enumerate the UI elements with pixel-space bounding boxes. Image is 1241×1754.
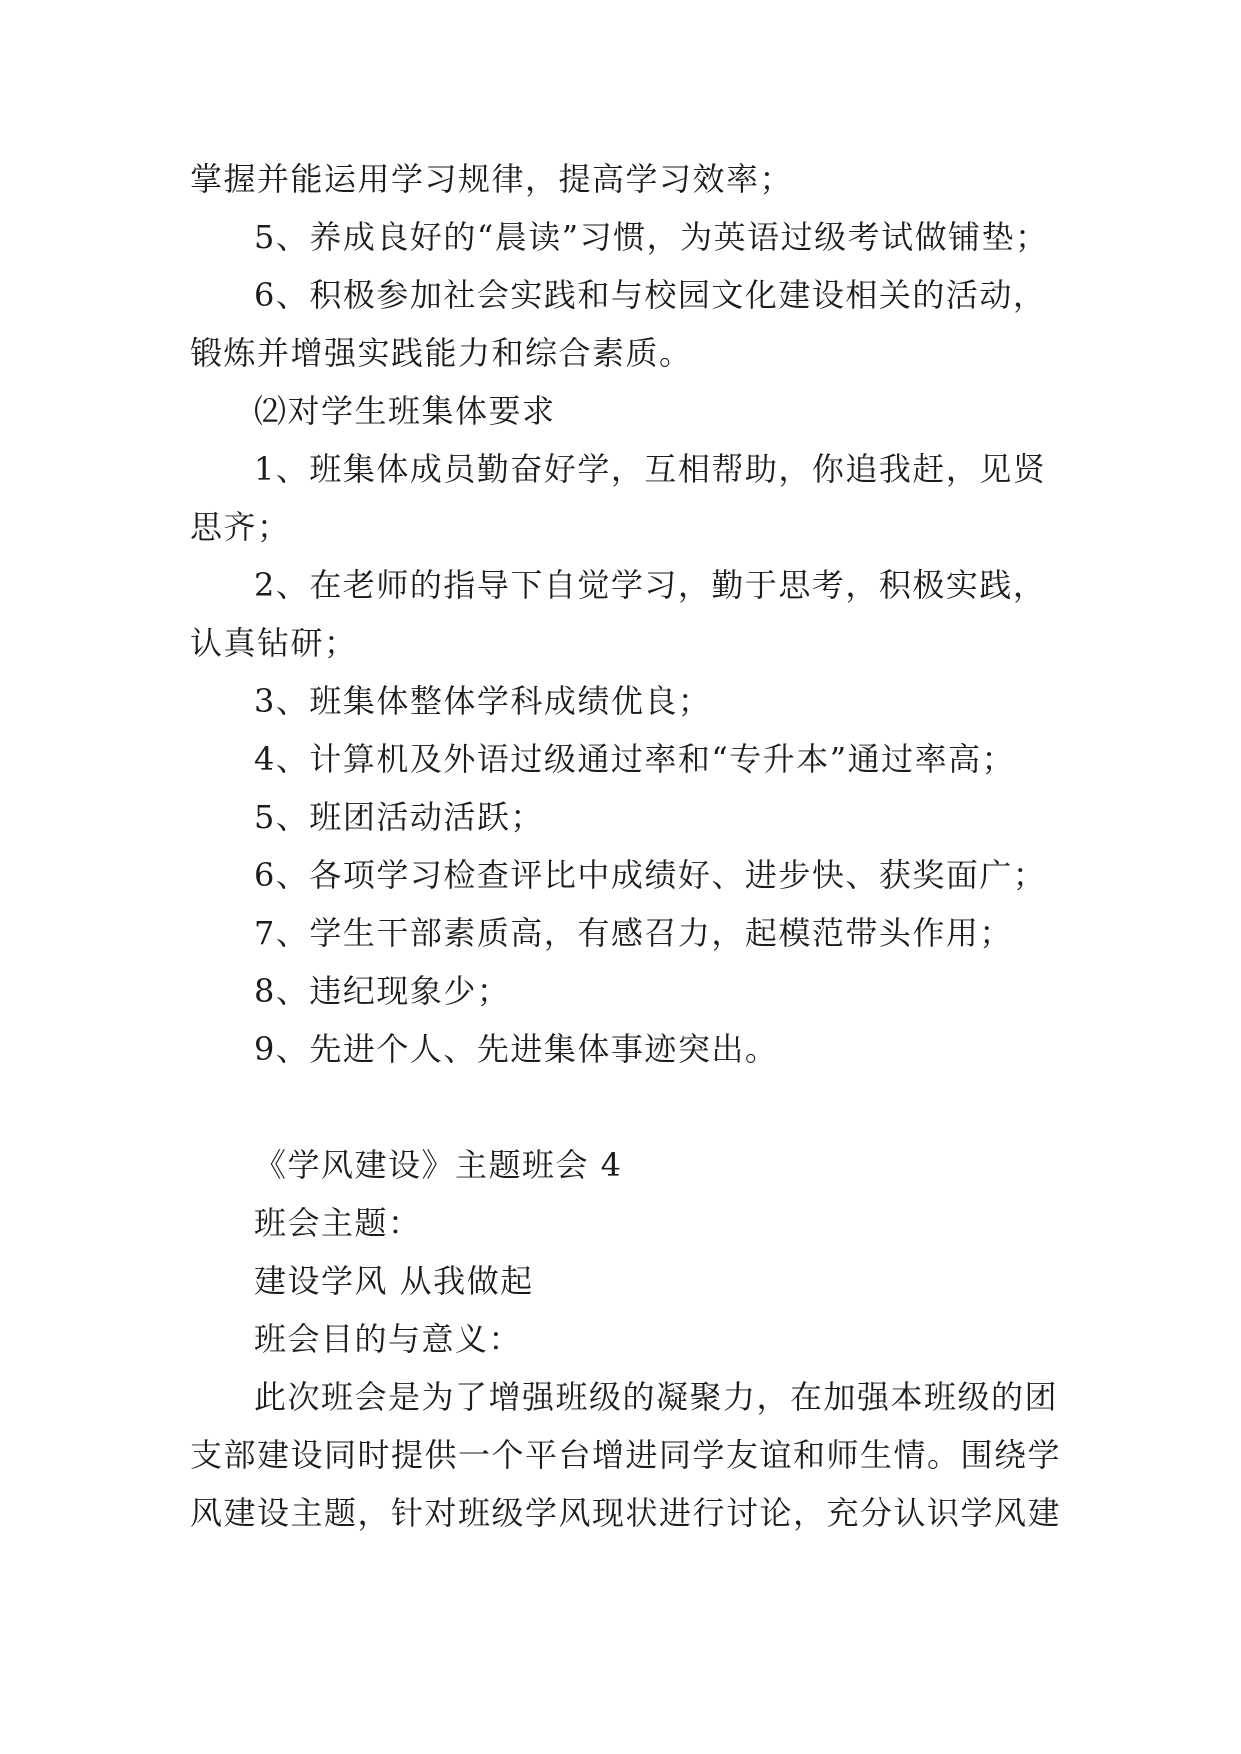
- paragraph-item-3-grades: 3、班集体整体学科成绩优良；: [254, 682, 712, 720]
- paragraph-continuation: 掌握并能运用学习规律，提高学习效率；: [190, 160, 794, 198]
- section-title: 《学风建设》主题班会 4: [254, 1146, 623, 1184]
- document-body: [190, 150, 1070, 1542]
- paragraph-item-7-cadres: 7、学生干部素质高，有感召力，起模范带头作用；: [254, 914, 1013, 952]
- paragraph-item-5-morning-reading: 5、养成良好的“晨读”习惯，为英语过级考试做铺垫；: [254, 218, 1049, 256]
- paragraph-item-4-pass-rate: 4、计算机及外语过级通过率和“专升本”通过率高；: [254, 740, 1016, 778]
- paragraph-item-1-diligence: 1、班集体成员勤奋好学，互相帮助，你追我赶，见贤思齐；: [190, 450, 1047, 546]
- paragraph-item-6-social-practice: 6、积极参加社会实践和与校园文化建设相关的活动，锻炼并增强实践能力和综合素质。: [190, 276, 1047, 372]
- meeting-theme-value: 建设学风 从我做起: [254, 1262, 534, 1300]
- subheading-class-requirements: ⑵对学生班集体要求: [254, 392, 556, 430]
- paragraph-item-2-self-study: 2、在老师的指导下自觉学习，勤于思考，积极实践，认真钻研；: [190, 566, 1047, 662]
- section-spacer: [190, 1078, 1070, 1136]
- paragraph-item-9-advanced: 9、先进个人、先进集体事迹突出。: [254, 1030, 779, 1068]
- paragraph-item-8-discipline: 8、违纪现象少；: [254, 972, 511, 1010]
- meeting-purpose-label: 班会目的与意义：: [254, 1320, 523, 1358]
- paragraph-item-6-evaluation: 6、各项学习检查评比中成绩好、进步快、获奖面广；: [254, 856, 1047, 894]
- meeting-purpose-paragraph: 此次班会是为了增强班级的凝聚力，在加强本班级的团支部建设同时提供一个平台增进同学友谊和师生情。围绕学风建设主题，针对班级学风现状进行讨论，充分认识学风建: [190, 1378, 1062, 1532]
- meeting-theme-label: 班会主题：: [254, 1204, 422, 1242]
- paragraph-item-5-activities: 5、班团活动活跃；: [254, 798, 544, 836]
